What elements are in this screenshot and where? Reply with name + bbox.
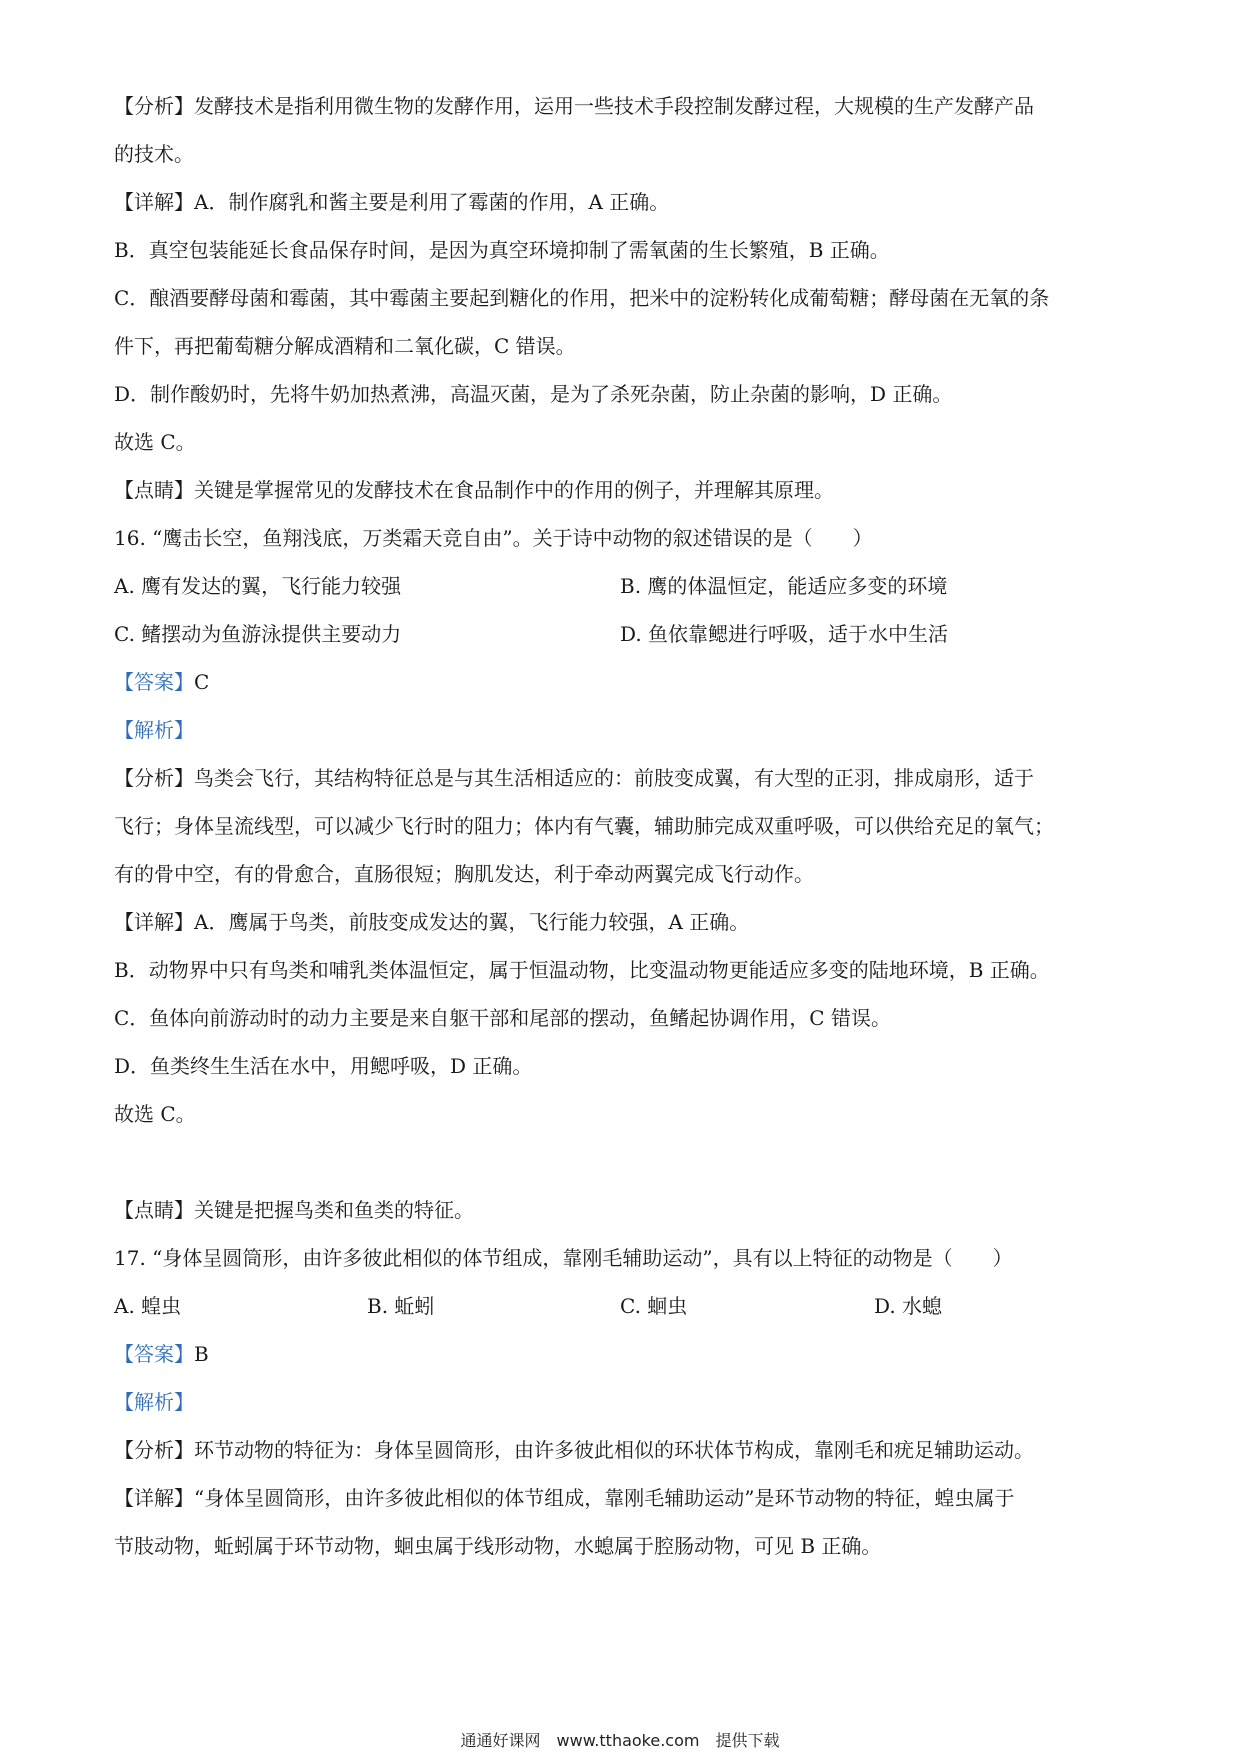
text: 鸟类会飞行，其结构特征总是与其生活相适应的：前肢变成翼，有大型的正羽，排成扇形，适于 [194,766,1034,790]
q15-detail-c2: 件下，再把葡萄糖分解成酒精和二氧化碳，C 错误。 [114,334,576,358]
text: 发酵技术是指利用微生物的发酵作用，运用一些技术手段控制发酵过程，大规模的生产发酵产品 [194,94,1034,118]
footer-source: 通通好课网 www.tthaoke.com 提供下载 [460,1731,780,1750]
q15-analysis-line1 [114,92,1134,120]
q17-option-d: D. 水螅 [874,1294,943,1318]
q16-detail-c: C．鱼体向前游动时的动力主要是来自躯干部和尾部的摆动，鱼鳍起协调作用，C 错误。 [114,1006,891,1030]
q16-analysis-line2: 飞行；身体呈流线型，可以减少飞行时的阻力；体内有气囊，辅助肺完成双重呼吸，可以供给充足的氧气； [114,814,1054,838]
q17-option-b: B. 蚯蚓 [367,1294,435,1318]
text: 关键是把握鸟类和鱼类的特征。 [194,1198,474,1222]
q15-detail-d: D．制作酸奶时，先将牛奶加热煮沸，高温灭菌，是为了杀死杂菌，防止杂菌的影响，D 正确。 [114,382,953,406]
q16-stem: 16. “鹰击长空，鱼翔浅底，万类霜天竞自由”。关于诗中动物的叙述错误的是（ ） [114,526,873,550]
text: “身体呈圆筒形，由许多彼此相似的体节组成，靠刚毛辅助运动”是环节动物的特征，蝗虫属于 [194,1486,1015,1510]
q16-detail-b: B．动物界中只有鸟类和哺乳类体温恒定，属于恒温动物，比变温动物更能适应多变的陆地环境，B 正确。 [114,958,1050,982]
q17-option-a: A. 蝗虫 [114,1294,182,1318]
q17-option-c: C. 蛔虫 [620,1294,688,1318]
q16-option-d: D. 鱼依靠鳃进行呼吸，适于水中生活 [620,622,949,646]
q16-answer [114,668,1134,696]
q17-jiexi-label: 【解析】 [114,1390,194,1414]
q15-point [114,476,1134,504]
label-detail: 【详解】 [114,1486,194,1510]
q17-detail-line2: 节肢动物，蚯蚓属于环节动物，蛔虫属于线形动物，水螅属于腔肠动物，可见 B 正确。 [114,1534,882,1558]
q16-detail-a [114,908,1134,936]
label-point: 【点睛】 [114,478,194,502]
q15-choose: 故选 C。 [114,430,196,454]
label-analysis: 【分析】 [114,94,194,118]
label-answer: 【答案】 [114,670,194,694]
q16-choose: 故选 C。 [114,1102,196,1126]
text: 关键是掌握常见的发酵技术在食品制作中的作用的例子，并理解其原理。 [194,478,834,502]
q15-detail-c1: C．酿酒要酵母菌和霉菌，其中霉菌主要起到糖化的作用，把米中的淀粉转化成葡萄糖；酵母菌在无氧的条 [114,286,1050,310]
answer-value: B [194,1342,209,1366]
label-detail: 【详解】 [114,190,194,214]
label-analysis: 【分析】 [114,766,194,790]
q17-stem: 17. “身体呈圆筒形，由许多彼此相似的体节组成，靠刚毛辅助运动”，具有以上特征的动物是（ ） [114,1246,1013,1270]
q15-detail-a [114,188,1134,216]
text: A．制作腐乳和酱主要是利用了霉菌的作用，A 正确。 [194,190,670,214]
q15-detail-b: B．真空包装能延长食品保存时间，是因为真空环境抑制了需氧菌的生长繁殖，B 正确。 [114,238,890,262]
q16-analysis-line3: 有的骨中空，有的骨愈合，直肠很短；胸肌发达，利于牵动两翼完成飞行动作。 [114,862,814,886]
q16-option-b: B. 鹰的体温恒定，能适应多变的环境 [620,574,948,598]
q16-point [114,1196,1134,1224]
q15-analysis-line2: 的技术。 [114,142,194,166]
q17-answer [114,1340,1134,1368]
q16-analysis-line1 [114,764,1134,792]
q16-option-c: C. 鳍摆动为鱼游泳提供主要动力 [114,622,402,646]
q16-jiexi-label: 【解析】 [114,718,194,742]
q16-option-a: A. 鹰有发达的翼，飞行能力较强 [114,574,402,598]
q17-detail-line1 [114,1484,1134,1512]
q17-analysis [114,1436,1134,1464]
label-answer: 【答案】 [114,1342,194,1366]
text: 环节动物的特征为：身体呈圆筒形，由许多彼此相似的环状体节构成，靠刚毛和疣足辅助运动。 [194,1438,1034,1462]
answer-value: C [194,670,210,694]
label-detail: 【详解】 [114,910,194,934]
label-point: 【点睛】 [114,1198,194,1222]
q16-detail-d: D．鱼类终生生活在水中，用鳃呼吸，D 正确。 [114,1054,533,1078]
text: A．鹰属于鸟类，前肢变成发达的翼，飞行能力较强，A 正确。 [194,910,750,934]
label-analysis: 【分析】 [114,1438,194,1462]
